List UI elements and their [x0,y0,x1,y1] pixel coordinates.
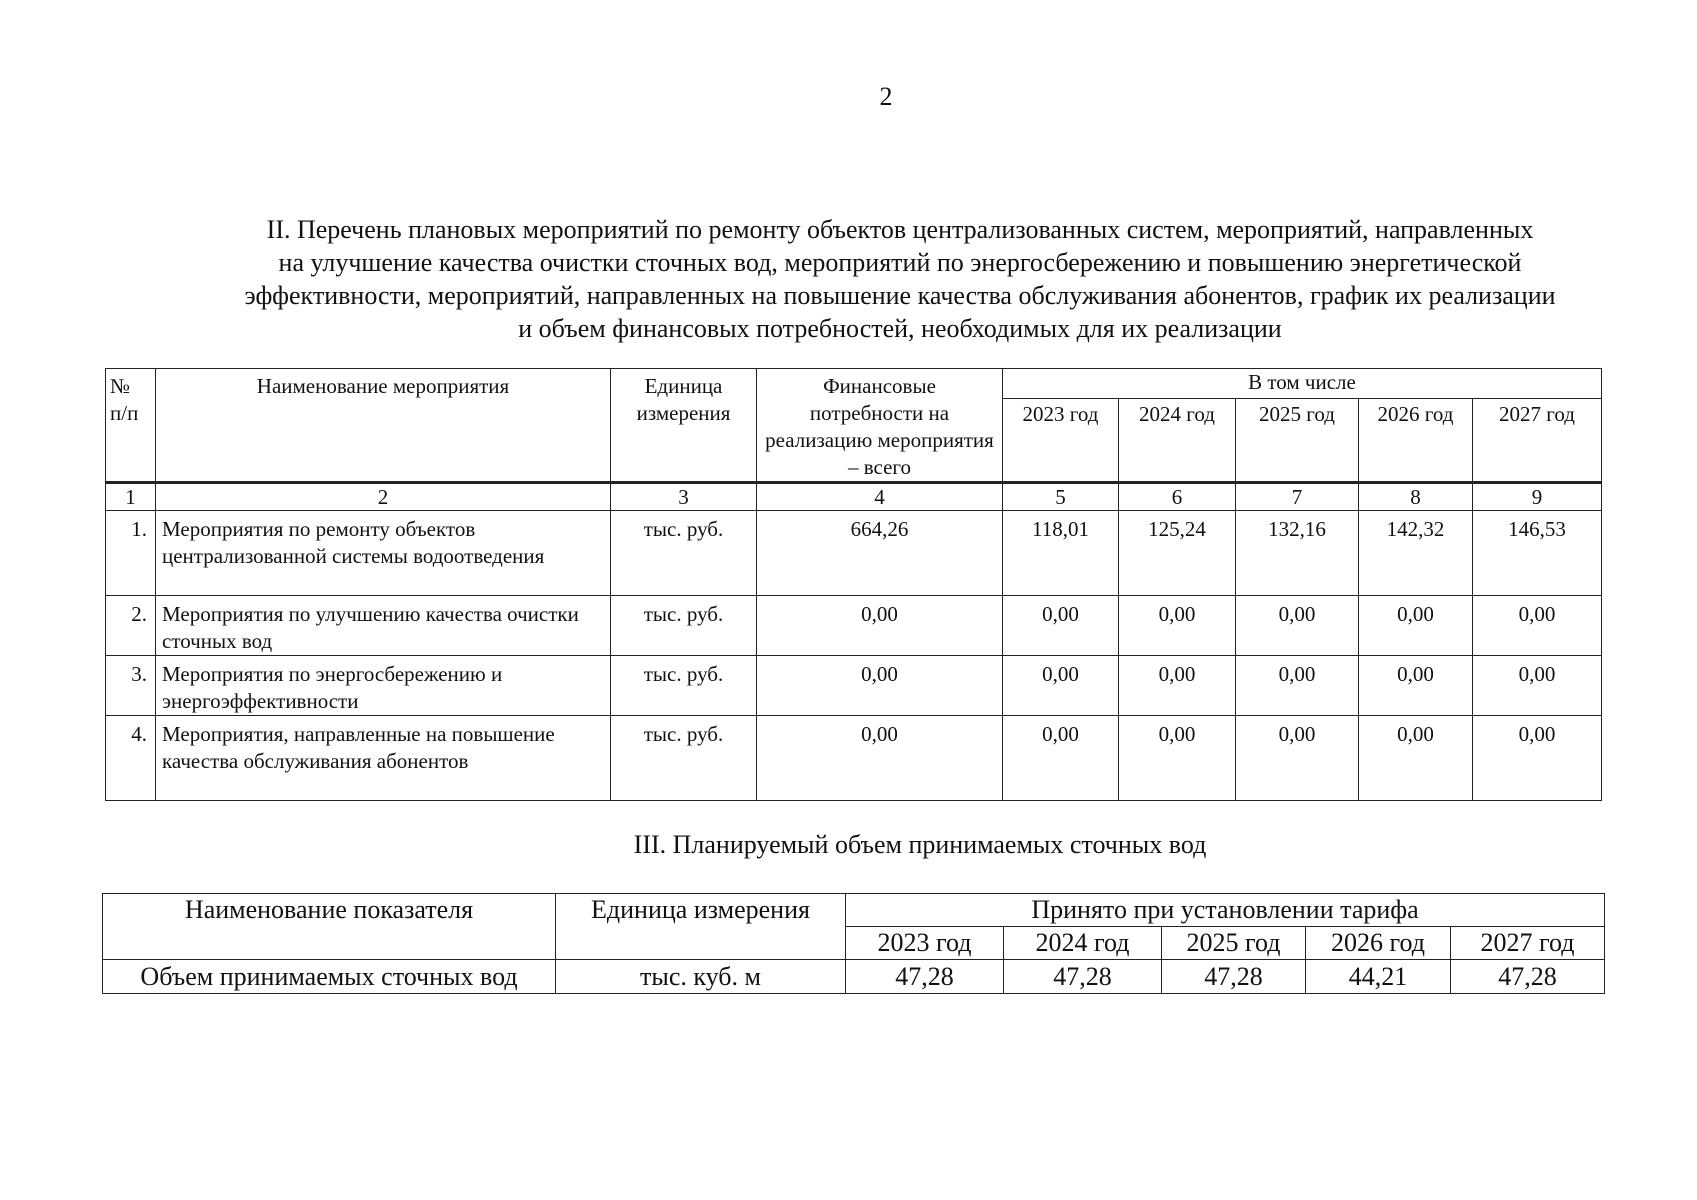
row-num: 4. [106,716,156,801]
row-total: 0,00 [757,596,1003,656]
row-value: 47,28 [1451,960,1605,994]
row-year-value: 0,00 [1236,596,1359,656]
row-value: 47,28 [846,960,1004,994]
section-2-title-line: эффективности, мероприятий, направленных на повышение качества обслуживания абонентов, график их реализации [244,281,1556,310]
row-name: Мероприятия по улучшению качества очистки сточных вод [156,596,611,656]
row-year-value: 125,24 [1119,511,1236,596]
header-num: № п/п [106,369,156,483]
table-row [106,656,1602,716]
row-num: 1. [106,511,156,596]
section-2-title-line: II. Перечень плановых мероприятий по ремонту объектов централизованных систем, мероприятий, направленных [266,215,1534,244]
row-year-value: 0,00 [1236,716,1359,801]
row-total: 664,26 [757,511,1003,596]
header-indicator: Наименование показателя [103,894,556,960]
row-year-value: 0,00 [1003,656,1119,716]
row-total: 0,00 [757,716,1003,801]
section-2-title-line: на улучшение качества очистки сточных вод, мероприятий по энергосбережению и повышению энергетической [278,248,1522,277]
row-year-value: 132,16 [1236,511,1359,596]
row-num: 3. [106,656,156,716]
row-year-value: 0,00 [1119,716,1236,801]
header-year-2026: 2026 год [1306,927,1451,960]
header-year-2025: 2025 год [1162,927,1306,960]
row-name: Мероприятия по энергосбережению и энергоэффективности [156,656,611,716]
column-index: 7 [1236,483,1359,511]
header-accepted: Принято при установлении тарифа [846,894,1605,927]
row-year-value: 118,01 [1003,511,1119,596]
header-year-2026: 2026 год [1359,399,1473,483]
column-index: 6 [1119,483,1236,511]
column-index: 4 [757,483,1003,511]
row-unit: тыс. руб. [611,716,757,801]
row-indicator: Объем принимаемых сточных вод [103,960,556,994]
row-year-value: 146,53 [1473,511,1602,596]
column-index: 8 [1359,483,1473,511]
row-year-value: 0,00 [1003,596,1119,656]
header-year-2024: 2024 год [1004,927,1162,960]
row-num: 2. [106,596,156,656]
column-index: 9 [1473,483,1602,511]
header-including: В том числе [1003,369,1602,399]
header-unit: Единица измерения [556,894,846,960]
page-number: 2 [879,82,893,111]
column-index: 3 [611,483,757,511]
table-row [103,960,1605,994]
header-unit: Единица измерения [611,369,757,483]
column-index: 2 [156,483,611,511]
row-year-value: 0,00 [1473,716,1602,801]
activities-table [105,368,1602,801]
row-year-value: 0,00 [1473,596,1602,656]
row-name: Мероприятия, направленные на повышение качества обслуживания абонентов [156,716,611,801]
row-year-value: 0,00 [1003,716,1119,801]
header-year-2027: 2027 год [1451,927,1605,960]
section-2-title [100,213,1697,345]
row-value: 47,28 [1162,960,1306,994]
header-year-2027: 2027 год [1473,399,1602,483]
header-name: Наименование мероприятия [156,369,611,483]
table-row [106,596,1602,656]
section-2-title-line: и объем финансовых потребностей, необходимых для их реализации [518,314,1282,343]
table-row [106,716,1602,801]
header-year-2024: 2024 год [1119,399,1236,483]
row-year-value: 0,00 [1236,656,1359,716]
wastewater-volume-table [102,893,1605,994]
row-year-value: 0,00 [1359,716,1473,801]
row-year-value: 0,00 [1359,656,1473,716]
row-name: Мероприятия по ремонту объектов централизованной системы водоотведения [156,511,611,596]
row-unit: тыс. руб. [611,511,757,596]
header-year-2023: 2023 год [1003,399,1119,483]
row-year-value: 0,00 [1119,656,1236,716]
header-year-2025: 2025 год [1236,399,1359,483]
column-index-row [106,483,1602,511]
row-unit: тыс. руб. [611,596,757,656]
row-value: 47,28 [1004,960,1162,994]
table-row [106,511,1602,596]
header-total: Финансовые потребности на реализацию мероприятия – всего [757,369,1003,483]
row-year-value: 0,00 [1119,596,1236,656]
row-unit: тыс. руб. [611,656,757,716]
column-index: 1 [106,483,156,511]
row-value: 44,21 [1306,960,1451,994]
row-year-value: 0,00 [1473,656,1602,716]
column-index: 5 [1003,483,1119,511]
row-unit: тыс. куб. м [556,960,846,994]
row-year-value: 0,00 [1359,596,1473,656]
section-3-title: III. Планируемый объем принимаемых сточных вод [633,830,1207,859]
row-total: 0,00 [757,656,1003,716]
row-year-value: 142,32 [1359,511,1473,596]
header-year-2023: 2023 год [846,927,1004,960]
